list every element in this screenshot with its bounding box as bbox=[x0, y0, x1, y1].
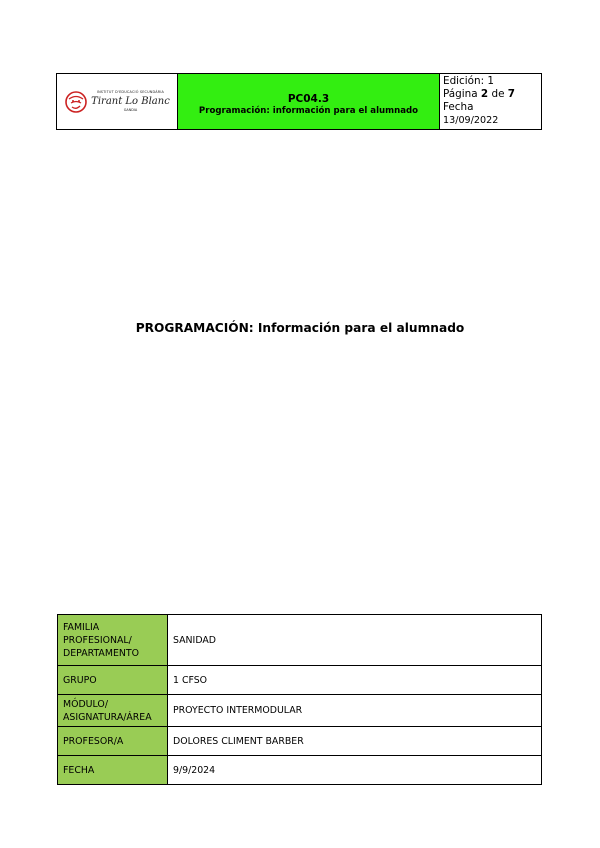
value-modulo: PROYECTO INTERMODULAR bbox=[168, 695, 542, 727]
header-title-cell bbox=[178, 74, 440, 129]
label-line: DEPARTAMENTO bbox=[63, 647, 139, 659]
label-line: PROFESIONAL/ bbox=[63, 634, 132, 646]
label-line: MÓDULO/ bbox=[63, 698, 108, 710]
label-grupo bbox=[58, 666, 168, 695]
label-familia bbox=[58, 615, 168, 666]
page-line bbox=[443, 88, 538, 101]
table-row bbox=[58, 695, 542, 727]
logo-top-text: INSTITUT D'EDUCACIÓ SECUNDÀRIA bbox=[96, 90, 165, 95]
document-code: PC04.3 bbox=[287, 92, 330, 105]
logo-sub-text: GANDIA bbox=[123, 107, 138, 112]
value-familia: SANIDAD bbox=[168, 615, 542, 666]
label-line: PROFESOR/A bbox=[63, 735, 124, 747]
table-row bbox=[58, 666, 542, 695]
table-row bbox=[58, 615, 542, 666]
page-label: Página bbox=[443, 88, 478, 100]
logo-cell bbox=[57, 74, 178, 129]
value-grupo: 1 CFSO bbox=[168, 666, 542, 695]
label-modulo bbox=[58, 695, 168, 727]
document-subtitle: Programación: información para el alumnado bbox=[198, 105, 419, 116]
page-total: 7 bbox=[507, 88, 516, 100]
value-profesor: DOLORES CLIMENT BARBER bbox=[168, 727, 542, 756]
date-label: Fecha bbox=[443, 101, 474, 113]
label-line: ASIGNATURA/ÁREA bbox=[63, 711, 152, 723]
page-of: de bbox=[491, 88, 505, 100]
logo-text bbox=[91, 91, 170, 112]
edition-line bbox=[443, 75, 538, 88]
logo-name: Tirant Lo Blanc bbox=[91, 95, 170, 107]
label-line: FECHA bbox=[63, 764, 95, 776]
page-current: 2 bbox=[480, 88, 489, 100]
label-fecha bbox=[58, 756, 168, 785]
value-fecha: 9/9/2024 bbox=[168, 756, 542, 785]
document-header bbox=[56, 73, 542, 130]
header-meta-cell bbox=[440, 74, 541, 129]
label-profesor bbox=[58, 727, 168, 756]
table-row bbox=[58, 756, 542, 785]
edition-label: Edición: bbox=[443, 75, 485, 87]
table-row bbox=[58, 727, 542, 756]
info-table bbox=[57, 614, 542, 785]
edition-value: 1 bbox=[487, 75, 495, 87]
label-line: FAMILIA bbox=[63, 621, 100, 633]
school-logo-icon bbox=[64, 90, 88, 114]
label-line: GRUPO bbox=[63, 674, 97, 686]
page-title: PROGRAMACIÓN: Información para el alumnado bbox=[135, 321, 465, 335]
date-value: 13/09/2022 bbox=[443, 115, 499, 126]
school-logo bbox=[64, 90, 170, 114]
